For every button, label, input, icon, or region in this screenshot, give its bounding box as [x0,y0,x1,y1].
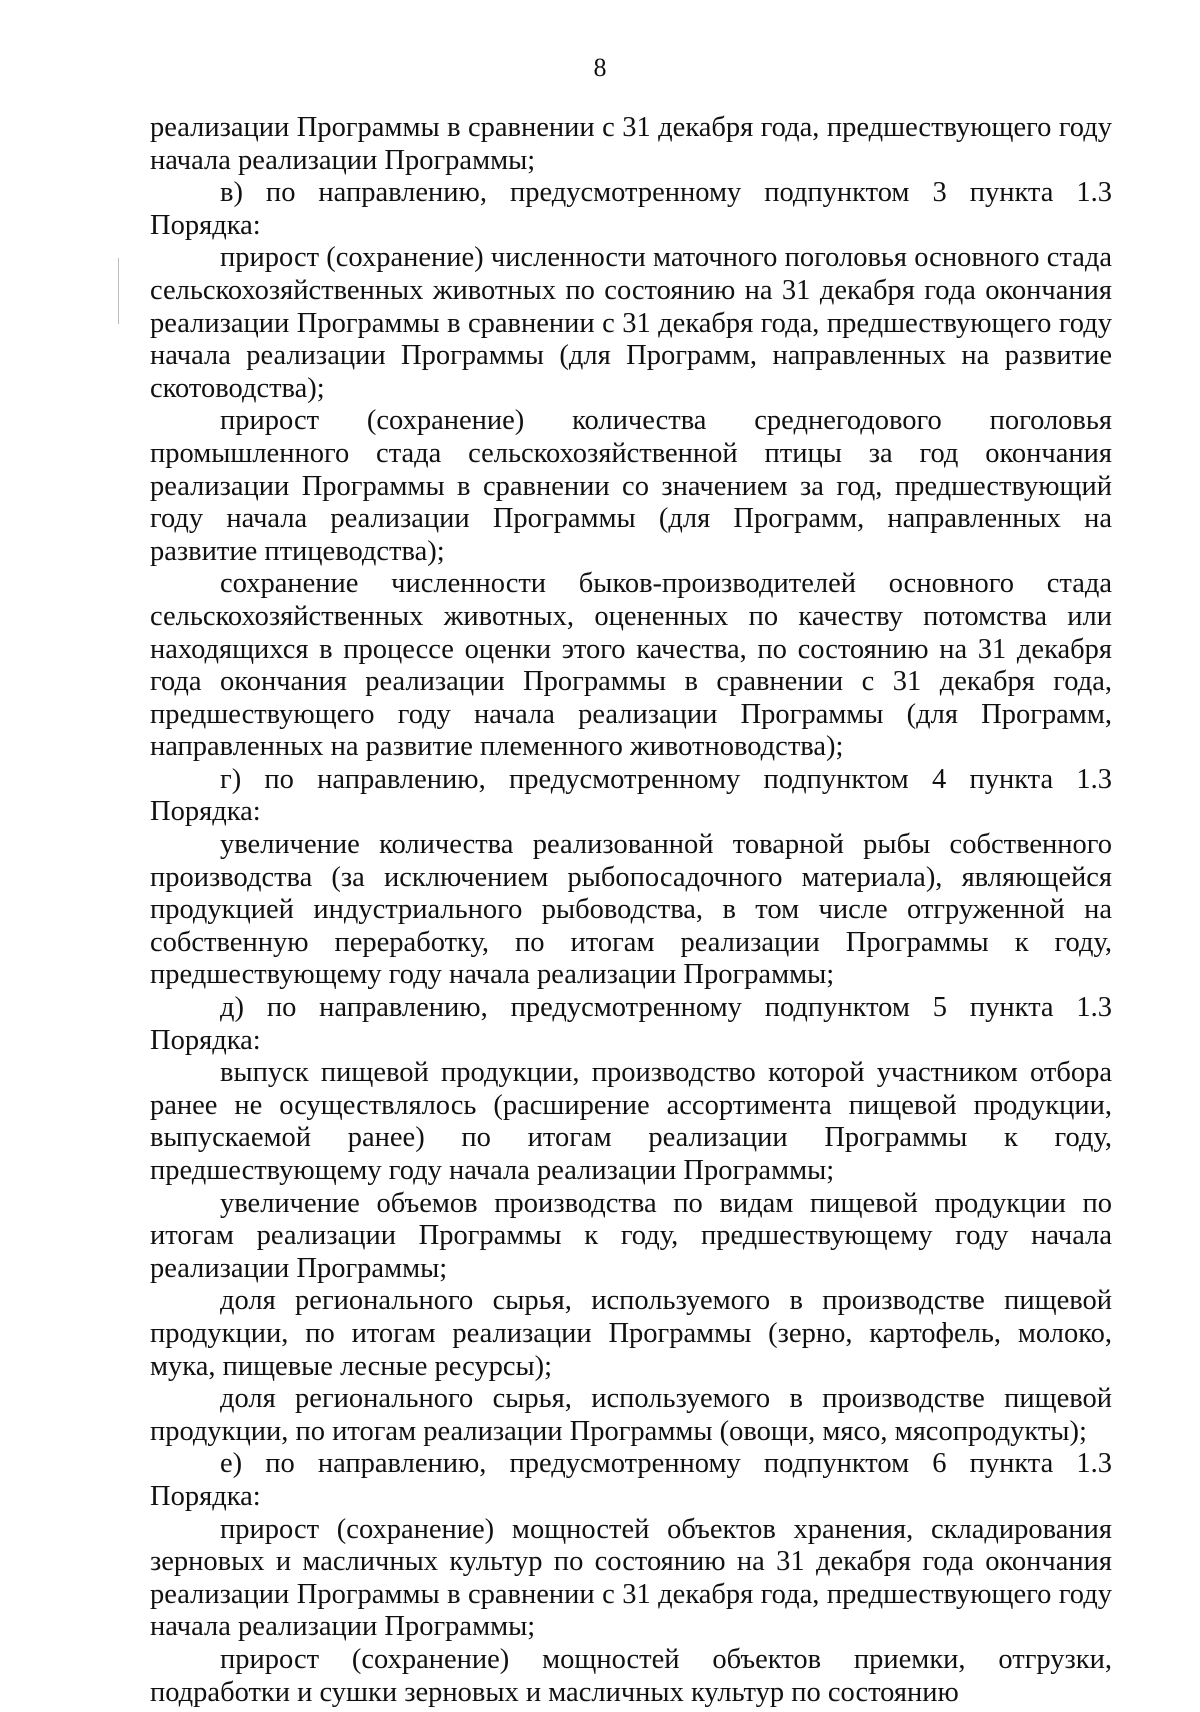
paragraph-section-d: д) по направлению, предусмотренному подпунктом 5 пункта 1.3 Порядка: [150,992,1112,1056]
paragraph-section-g: г) по направлению, предусмотренному подпунктом 4 пункта 1.3 Порядка: [150,763,1112,828]
paragraph: прирост (сохранение) мощностей объектов хранения, складирования зерновых и масличных культур по состоянию на 31 декабря года окончания реализации Программы в сравнении с 31 декабря года, предшествующего году начала реализации Программы; [150,1513,1112,1643]
scan-artifact-line [118,258,119,324]
paragraph-section-v: в) по направлению, предусмотренному подпунктом 3 пункта 1.3 Порядка: [150,177,1112,241]
paragraph: прирост (сохранение) количества среднегодового поголовья промышленного стада сельскохозяйственной птицы за год окончания реализации Программы в сравнении со значением за год, предшествующий году начала реализации Программы (для Программ, направленных на развитие птицеводства); [150,405,1112,567]
page-number: 8 [593,53,607,82]
document-body [150,112,1112,1709]
paragraph-section-e: е) по направлению, предусмотренному подпунктом 6 пункта 1.3 Порядка: [150,1448,1112,1512]
paragraph-continuation: реализации Программы в сравнении с 31 декабря года, предшествующего году начала реализации Программы; [150,112,1112,176]
paragraph: увеличение объемов производства по видам пищевой продукции по итогам реализации Программы к году, предшествующему году начала реализации Программы; [150,1187,1112,1284]
paragraph: увеличение количества реализованной товарной рыбы собственного производства (за исключением рыбопосадочного материала), являющейся продукцией индустриального рыбоводства, в том числе отгруженной на собственную переработку, по итогам реализации Программы к году, предшествующему году начала реализации Программы; [150,829,1112,991]
paragraph: прирост (сохранение) численности маточного поголовья основного стада сельскохозяйственных животных по состоянию на 31 декабря года окончания реализации Программы в сравнении с 31 декабря года, предшествующего году начала реализации Программы (для Программ, направленных на развитие скотоводства); [150,242,1112,404]
paragraph-last: прирост (сохранение) мощностей объектов приемки, отгрузки, подработки и сушки зерновых и масличных культур по состоянию [150,1643,1112,1708]
paragraph: выпуск пищевой продукции, производство которой участником отбора ранее не осуществлялось (расширение ассортимента пищевой продукции, выпускаемой ранее) по итогам реализации Программы к году, предшествующему году начала реализации Программы; [150,1057,1112,1186]
paragraph: сохранение численности быков-производителей основного стада сельскохозяйственных животных, оцененных по качеству потомства или находящихся в процессе оценки этого качества, по состоянию на 31 декабря года окончания реализации Программы в сравнении с 31 декабря года, предшествующего году начала реализации Программы (для Программ, направленных на развитие племенного животноводства); [150,568,1112,763]
paragraph: доля регионального сырья, используемого в производстве пищевой продукции, по итогам реализации Программы (зерно, картофель, молоко, мука, пищевые лесные ресурсы); [150,1285,1112,1382]
paragraph: доля регионального сырья, используемого в производстве пищевой продукции, по итогам реализации Программы (овощи, мясо, мясопродукты); [150,1383,1112,1447]
